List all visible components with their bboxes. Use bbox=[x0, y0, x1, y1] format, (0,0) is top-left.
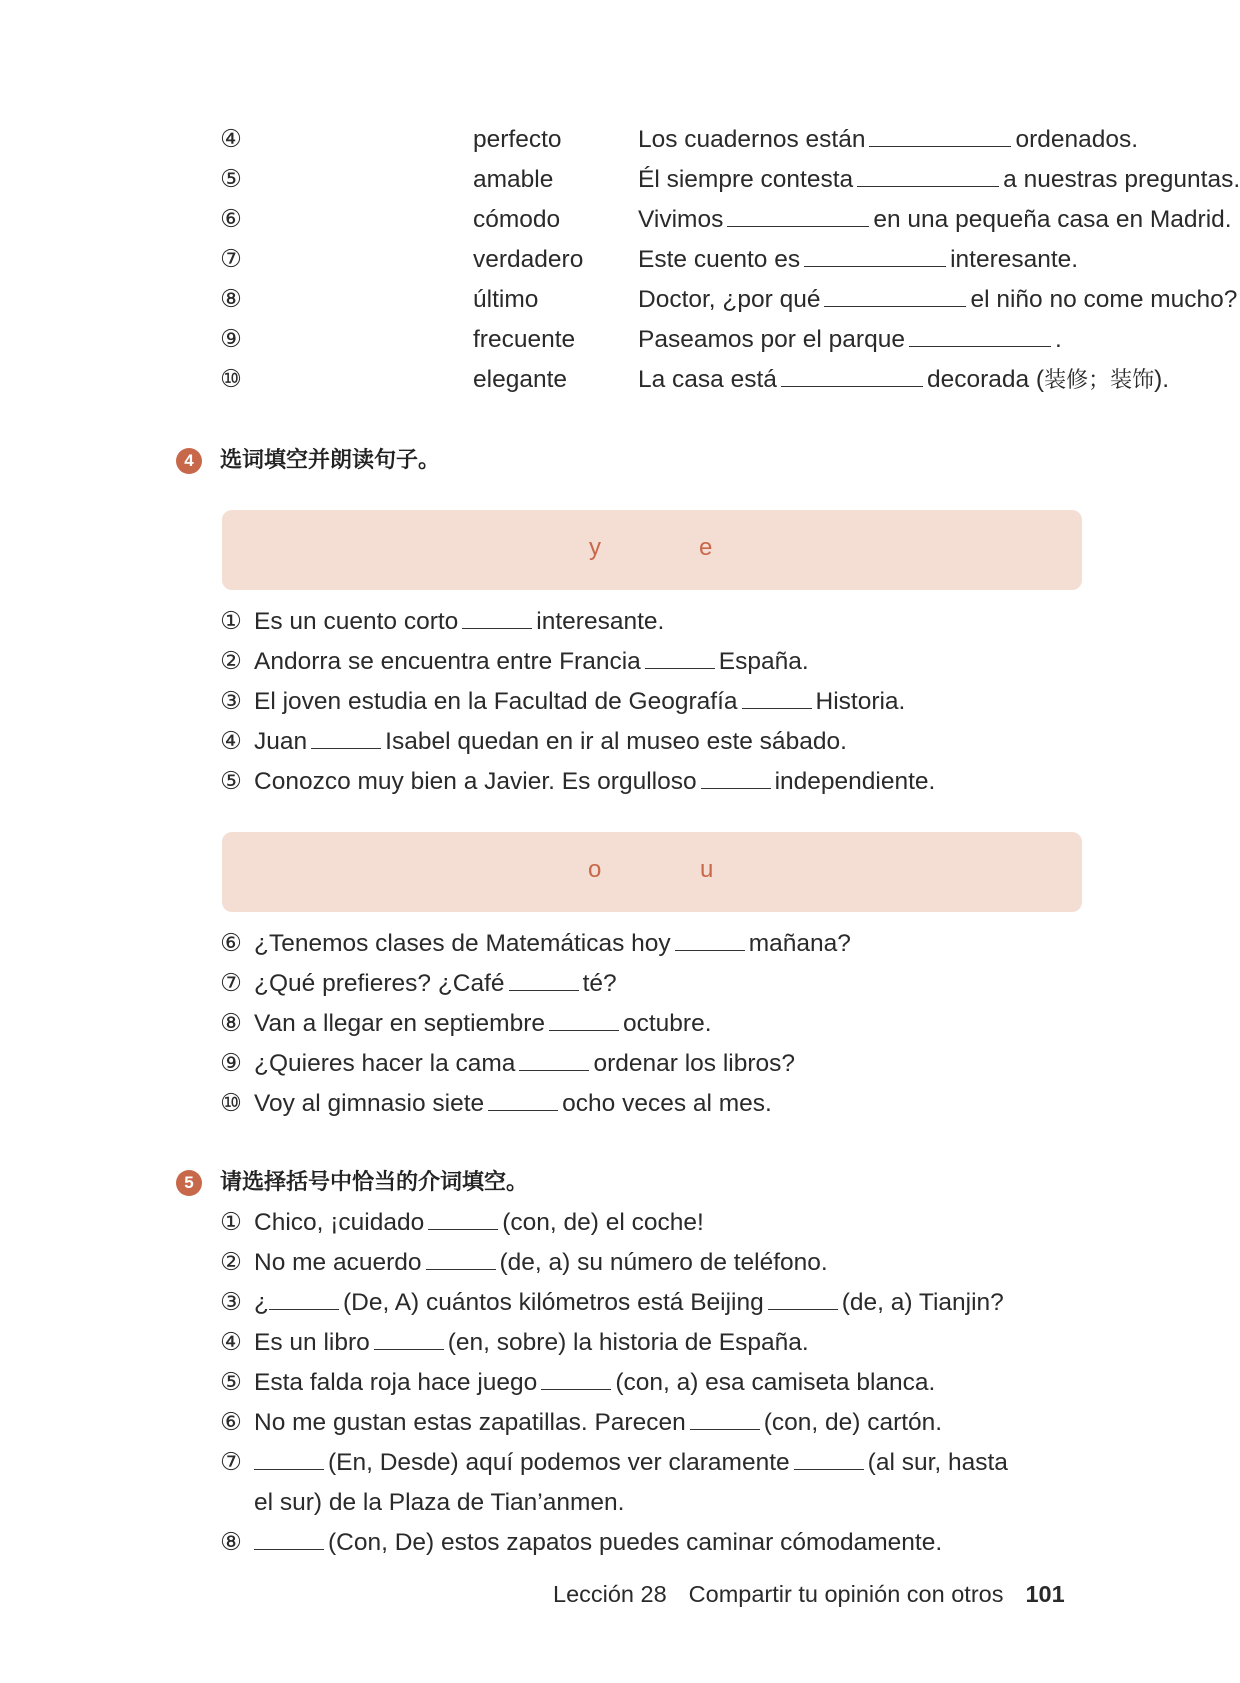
answer-blank[interactable] bbox=[768, 1289, 838, 1310]
exercise-number-badge: 4 bbox=[176, 448, 202, 474]
answer-blank[interactable] bbox=[857, 166, 999, 187]
item-number: ⑦ bbox=[220, 970, 242, 997]
page-footer bbox=[553, 1581, 1065, 1608]
sentence: La casa está decorada (装修；装饰). bbox=[638, 366, 1170, 393]
list-item: ⑩ Voy al gimnasio siete ocho veces al mes. bbox=[220, 1090, 772, 1117]
list-item: ① Es un cuento corto interesante. bbox=[220, 608, 665, 635]
item-number: ⑩ bbox=[220, 366, 242, 393]
list-item-continuation: el sur) de la Plaza de Tian’anmen. bbox=[254, 1489, 625, 1516]
sentence: Vivimos en una pequeña casa en Madrid. bbox=[638, 206, 1232, 233]
list-item: ② Andorra se encuentra entre Francia España. bbox=[220, 648, 809, 675]
answer-blank[interactable] bbox=[781, 366, 923, 387]
item-number: ① bbox=[220, 608, 242, 635]
adjective: frecuente bbox=[473, 326, 576, 353]
item-number: ⑥ bbox=[220, 930, 242, 957]
list-item bbox=[220, 205, 1232, 235]
list-item: ⑤ Esta falda roja hace juego (con, a) esa camiseta blanca. bbox=[220, 1369, 936, 1396]
item-number: ⑦ bbox=[220, 1449, 242, 1476]
answer-blank[interactable] bbox=[675, 930, 745, 951]
list-item bbox=[220, 285, 1238, 315]
list-item bbox=[220, 325, 1062, 355]
item-number: ⑥ bbox=[220, 1409, 242, 1436]
adjective: amable bbox=[473, 166, 554, 193]
exercise-instruction: 选词填空并朗读句子。 bbox=[220, 448, 441, 473]
item-number: ⑤ bbox=[220, 166, 242, 193]
list-item: ① Chico, ¡cuidado (con, de) el coche! bbox=[220, 1209, 704, 1236]
answer-blank[interactable] bbox=[742, 688, 812, 709]
answer-blank[interactable] bbox=[549, 1010, 619, 1031]
list-item: ⑥ ¿Tenemos clases de Matemáticas hoy mañana? bbox=[220, 930, 851, 957]
item-number: ⑥ bbox=[220, 206, 242, 233]
word-option: o bbox=[588, 856, 602, 883]
answer-blank[interactable] bbox=[519, 1050, 589, 1071]
list-item: ③ ¿ (De, A) cuántos kilómetros está Beijing (de, a) Tianjin? bbox=[220, 1289, 1004, 1316]
item-number: ⑨ bbox=[220, 326, 242, 353]
lesson-title: Compartir tu opinión con otros bbox=[688, 1581, 1004, 1607]
answer-blank[interactable] bbox=[426, 1249, 496, 1270]
list-item: ⑧ Van a llegar en septiembre octubre. bbox=[220, 1010, 712, 1037]
page-number: 101 bbox=[1025, 1581, 1065, 1607]
answer-blank[interactable] bbox=[488, 1090, 558, 1111]
answer-blank[interactable] bbox=[254, 1449, 324, 1470]
answer-blank[interactable] bbox=[824, 286, 966, 307]
word-option: u bbox=[700, 856, 714, 883]
word-option: y bbox=[589, 534, 601, 561]
list-item: ② No me acuerdo (de, a) su número de teléfono. bbox=[220, 1249, 828, 1276]
answer-blank[interactable] bbox=[804, 246, 946, 267]
adjective: cómodo bbox=[473, 206, 561, 233]
list-item: ⑨ ¿Quieres hacer la cama ordenar los libros? bbox=[220, 1050, 795, 1077]
answer-blank[interactable] bbox=[727, 206, 869, 227]
answer-blank[interactable] bbox=[701, 768, 771, 789]
answer-blank[interactable] bbox=[428, 1209, 498, 1230]
adjective: verdadero bbox=[473, 246, 584, 273]
list-item: ③ El joven estudia en la Facultad de Geografía Historia. bbox=[220, 688, 906, 715]
item-number: ② bbox=[220, 1249, 242, 1276]
list-item bbox=[220, 245, 1079, 275]
word-bank bbox=[222, 510, 1082, 590]
list-item bbox=[220, 125, 1139, 155]
sentence: Él siempre contesta a nuestras preguntas. bbox=[638, 166, 1240, 193]
list-item: ⑧ (Con, De) estos zapatos puedes caminar cómodamente. bbox=[220, 1529, 943, 1556]
word-bank bbox=[222, 832, 1082, 912]
list-item bbox=[220, 365, 1170, 395]
answer-blank[interactable] bbox=[254, 1529, 324, 1550]
word-option: e bbox=[699, 534, 713, 561]
list-item: ⑦ (En, Desde) aquí podemos ver claramente (al sur, hasta bbox=[220, 1449, 1008, 1476]
answer-blank[interactable] bbox=[541, 1369, 611, 1390]
answer-blank[interactable] bbox=[509, 970, 579, 991]
exercise-number-badge: 5 bbox=[176, 1170, 202, 1196]
list-item: ④ Juan Isabel quedan en ir al museo este sábado. bbox=[220, 728, 847, 755]
answer-blank[interactable] bbox=[794, 1449, 864, 1470]
sentence: Doctor, ¿por qué el niño no come mucho? bbox=[638, 286, 1238, 313]
answer-blank[interactable] bbox=[690, 1409, 760, 1430]
item-number: ⑧ bbox=[220, 1010, 242, 1037]
item-number: ① bbox=[220, 1209, 242, 1236]
exercise-instruction: 请选择括号中恰当的介词填空。 bbox=[220, 1170, 529, 1195]
adjective: elegante bbox=[473, 366, 568, 393]
item-number: ④ bbox=[220, 1329, 242, 1356]
answer-blank[interactable] bbox=[462, 608, 532, 629]
lesson-label: Lección 28 bbox=[553, 1581, 667, 1607]
list-item: ④ Es un libro (en, sobre) la historia de España. bbox=[220, 1329, 809, 1356]
answer-blank[interactable] bbox=[311, 728, 381, 749]
item-number: ④ bbox=[220, 728, 242, 755]
list-item: ⑥ No me gustan estas zapatillas. Parecen (con, de) cartón. bbox=[220, 1409, 943, 1436]
answer-blank[interactable] bbox=[869, 126, 1011, 147]
sentence: Paseamos por el parque . bbox=[638, 326, 1062, 353]
adjective: perfecto bbox=[473, 126, 562, 153]
item-number: ⑦ bbox=[220, 246, 242, 273]
item-number: ② bbox=[220, 648, 242, 675]
list-item: ⑤ Conozco muy bien a Javier. Es orgulloso independiente. bbox=[220, 768, 936, 795]
item-number: ⑧ bbox=[220, 286, 242, 313]
sentence: Este cuento es interesante. bbox=[638, 246, 1079, 273]
answer-blank[interactable] bbox=[909, 326, 1051, 347]
sentence: Los cuadernos están ordenados. bbox=[638, 126, 1139, 153]
item-number: ⑤ bbox=[220, 1369, 242, 1396]
exercise-4-heading bbox=[176, 446, 440, 476]
list-item: ⑦ ¿Qué prefieres? ¿Café té? bbox=[220, 970, 617, 997]
item-number: ⑩ bbox=[220, 1090, 242, 1117]
item-number: ⑤ bbox=[220, 768, 242, 795]
item-number: ⑧ bbox=[220, 1529, 242, 1556]
exercise-5-heading bbox=[176, 1168, 528, 1198]
item-number: ③ bbox=[220, 688, 242, 715]
answer-blank[interactable] bbox=[374, 1329, 444, 1350]
item-number: ⑨ bbox=[220, 1050, 242, 1077]
answer-blank[interactable] bbox=[269, 1289, 339, 1310]
answer-blank[interactable] bbox=[645, 648, 715, 669]
item-number: ④ bbox=[220, 126, 242, 153]
adjective: último bbox=[473, 286, 539, 313]
list-item bbox=[220, 165, 1240, 195]
item-number: ③ bbox=[220, 1289, 242, 1316]
